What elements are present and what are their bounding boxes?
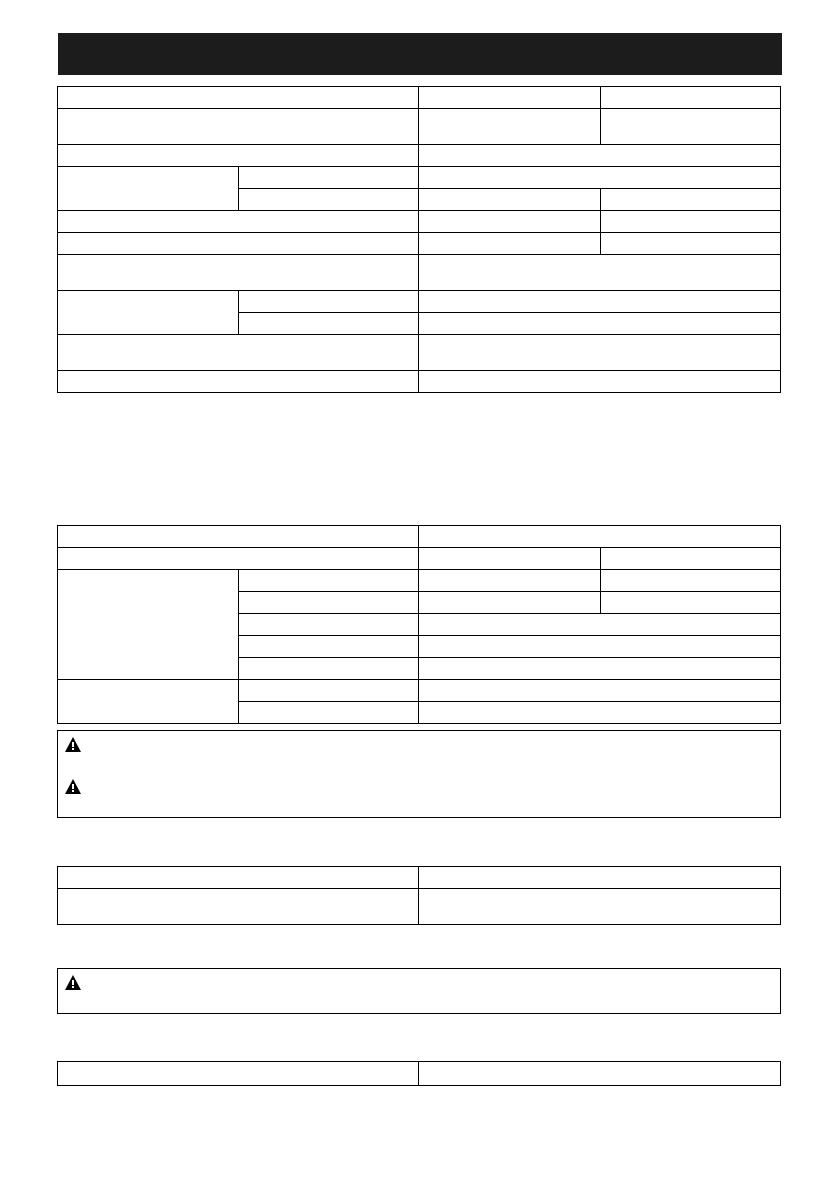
table-cell xyxy=(419,291,781,313)
warning-triangle-icon xyxy=(65,737,81,752)
table-cell xyxy=(419,658,781,680)
table-cell xyxy=(58,548,419,570)
table-cell xyxy=(601,189,781,211)
warning-triangle-icon xyxy=(65,975,81,990)
table-cell xyxy=(419,592,601,614)
table-cell xyxy=(239,658,419,680)
vibration-table xyxy=(57,1061,781,1086)
table-cell xyxy=(239,680,419,702)
table-cell xyxy=(419,548,601,570)
table-row xyxy=(58,867,781,889)
table-cell xyxy=(58,1062,419,1086)
table-cell xyxy=(239,189,419,211)
table-cell xyxy=(58,291,239,335)
table-row xyxy=(58,548,781,570)
table-cell xyxy=(419,867,781,889)
table-cell xyxy=(58,233,419,255)
table-row xyxy=(58,371,781,393)
table-cell xyxy=(239,167,419,189)
warning-notice-vibration xyxy=(57,968,781,1014)
table-cell xyxy=(419,636,781,658)
warning-notice-battery xyxy=(57,730,781,818)
table-cell xyxy=(239,570,419,592)
table-cell xyxy=(58,371,419,393)
table-row xyxy=(58,1062,781,1086)
table-row xyxy=(58,255,781,291)
table-cell xyxy=(419,570,601,592)
table-row xyxy=(58,680,781,702)
table-cell xyxy=(58,255,419,291)
table-row xyxy=(58,87,781,109)
table-row xyxy=(58,526,781,548)
table-row xyxy=(58,109,781,145)
table-cell xyxy=(419,233,601,255)
table-cell xyxy=(239,702,419,724)
table-cell xyxy=(58,109,419,145)
table-cell xyxy=(419,1062,781,1086)
table-cell xyxy=(239,636,419,658)
table-cell xyxy=(419,167,781,189)
noise-table xyxy=(57,866,781,925)
table-cell xyxy=(419,255,781,291)
table-cell xyxy=(419,614,781,636)
table-cell xyxy=(419,371,781,393)
warning-triangle-icon xyxy=(65,779,81,794)
table-cell xyxy=(601,592,781,614)
table-row xyxy=(58,889,781,925)
table-cell xyxy=(601,211,781,233)
table-cell xyxy=(239,592,419,614)
table-row xyxy=(58,570,781,592)
table-cell xyxy=(419,211,601,233)
specifications-table xyxy=(57,86,781,393)
table-row xyxy=(58,291,781,313)
table-cell xyxy=(601,109,781,145)
table-cell xyxy=(58,867,419,889)
table-cell xyxy=(419,526,781,548)
table-cell xyxy=(419,680,781,702)
table-row xyxy=(58,145,781,167)
table-cell xyxy=(239,614,419,636)
table-cell xyxy=(601,87,781,109)
table-row xyxy=(58,335,781,371)
table-cell xyxy=(601,548,781,570)
table-cell xyxy=(601,233,781,255)
table-cell xyxy=(419,702,781,724)
table-row xyxy=(58,211,781,233)
section-header-bar xyxy=(58,33,782,75)
table-cell xyxy=(239,291,419,313)
table-cell xyxy=(239,313,419,335)
table-cell xyxy=(58,570,239,680)
table-row xyxy=(58,233,781,255)
table-cell xyxy=(419,87,601,109)
table-cell xyxy=(601,570,781,592)
table-cell xyxy=(58,335,419,371)
table-cell xyxy=(58,87,419,109)
table-cell xyxy=(419,889,781,925)
table-cell xyxy=(58,167,239,211)
table-row xyxy=(58,167,781,189)
table-cell xyxy=(58,145,419,167)
table-cell xyxy=(419,109,601,145)
table-cell xyxy=(419,313,781,335)
table-cell xyxy=(58,526,419,548)
battery-table xyxy=(57,525,781,724)
table-cell xyxy=(419,189,601,211)
table-cell xyxy=(419,145,781,167)
table-cell xyxy=(58,211,419,233)
table-cell xyxy=(419,335,781,371)
table-cell xyxy=(58,889,419,925)
table-cell xyxy=(58,680,239,724)
